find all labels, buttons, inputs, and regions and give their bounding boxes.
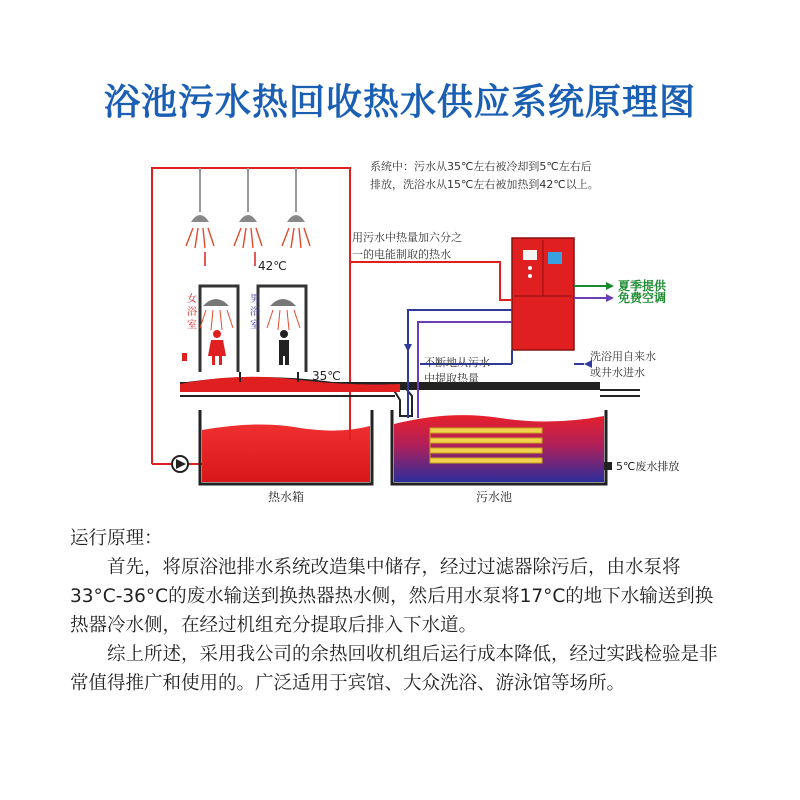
description-heading: 运行原理： [70,528,163,549]
extract-heat-label: 不断地从污水 中提取热量 [424,356,490,385]
cold-water-pipes [408,286,606,418]
sewage-pool-label: 污水池 [476,490,513,504]
men-room-label: 男浴室 [250,294,260,331]
heat-pump-unit [512,238,574,350]
tap-water-label: 洗浴用自来水 或井水进水 [590,350,656,379]
unit-hot-water-pipe [350,262,512,300]
circulation-pump [172,456,188,472]
hot-tank-label: 热水箱 [268,490,305,504]
description-paragraph-1: 首先，将原浴池排水系统改造集中储存，经过过滤器除污后，由水泵将33°C-36°C的废水输送到换热器热水侧，然后用水泵将17°C的地下水输送到换热器冷水侧，在经过机组充分提取后排入下水道。 [70,557,714,636]
drain-pipe [180,372,640,416]
discharge-label: 5℃废水排放 [616,460,680,473]
shower-heads [186,168,310,266]
shower-temperature: 42℃ [258,259,287,273]
sewage-pool [392,410,612,484]
women-room-label: 女浴室 [187,294,197,331]
men-bath-room [258,286,306,372]
description [70,524,730,698]
unit-note: 用污水中热量加六分之 一的电能制取的热水 [352,231,462,261]
drain-temperature: 35℃ [312,369,341,383]
system-note: 系统中：污水从35℃左右被冷却到5℃左右后 排放，洗浴水从15℃左右被加热到42℃以上。 [370,160,599,191]
free-ac-label: 免费空调 [618,291,667,305]
hot-water-tank [200,410,372,484]
page-title: 浴池污水热回收热水供应系统原理图 [103,82,696,123]
description-paragraph-2: 综上所述，采用我公司的余热回收机组后运行成本降低，经过实践检验是非常值得推广和使用的。广泛适用于宾馆、大众洗浴、游泳馆等场所。 [70,644,718,694]
summer-supply-label: 夏季提供 [618,279,667,293]
